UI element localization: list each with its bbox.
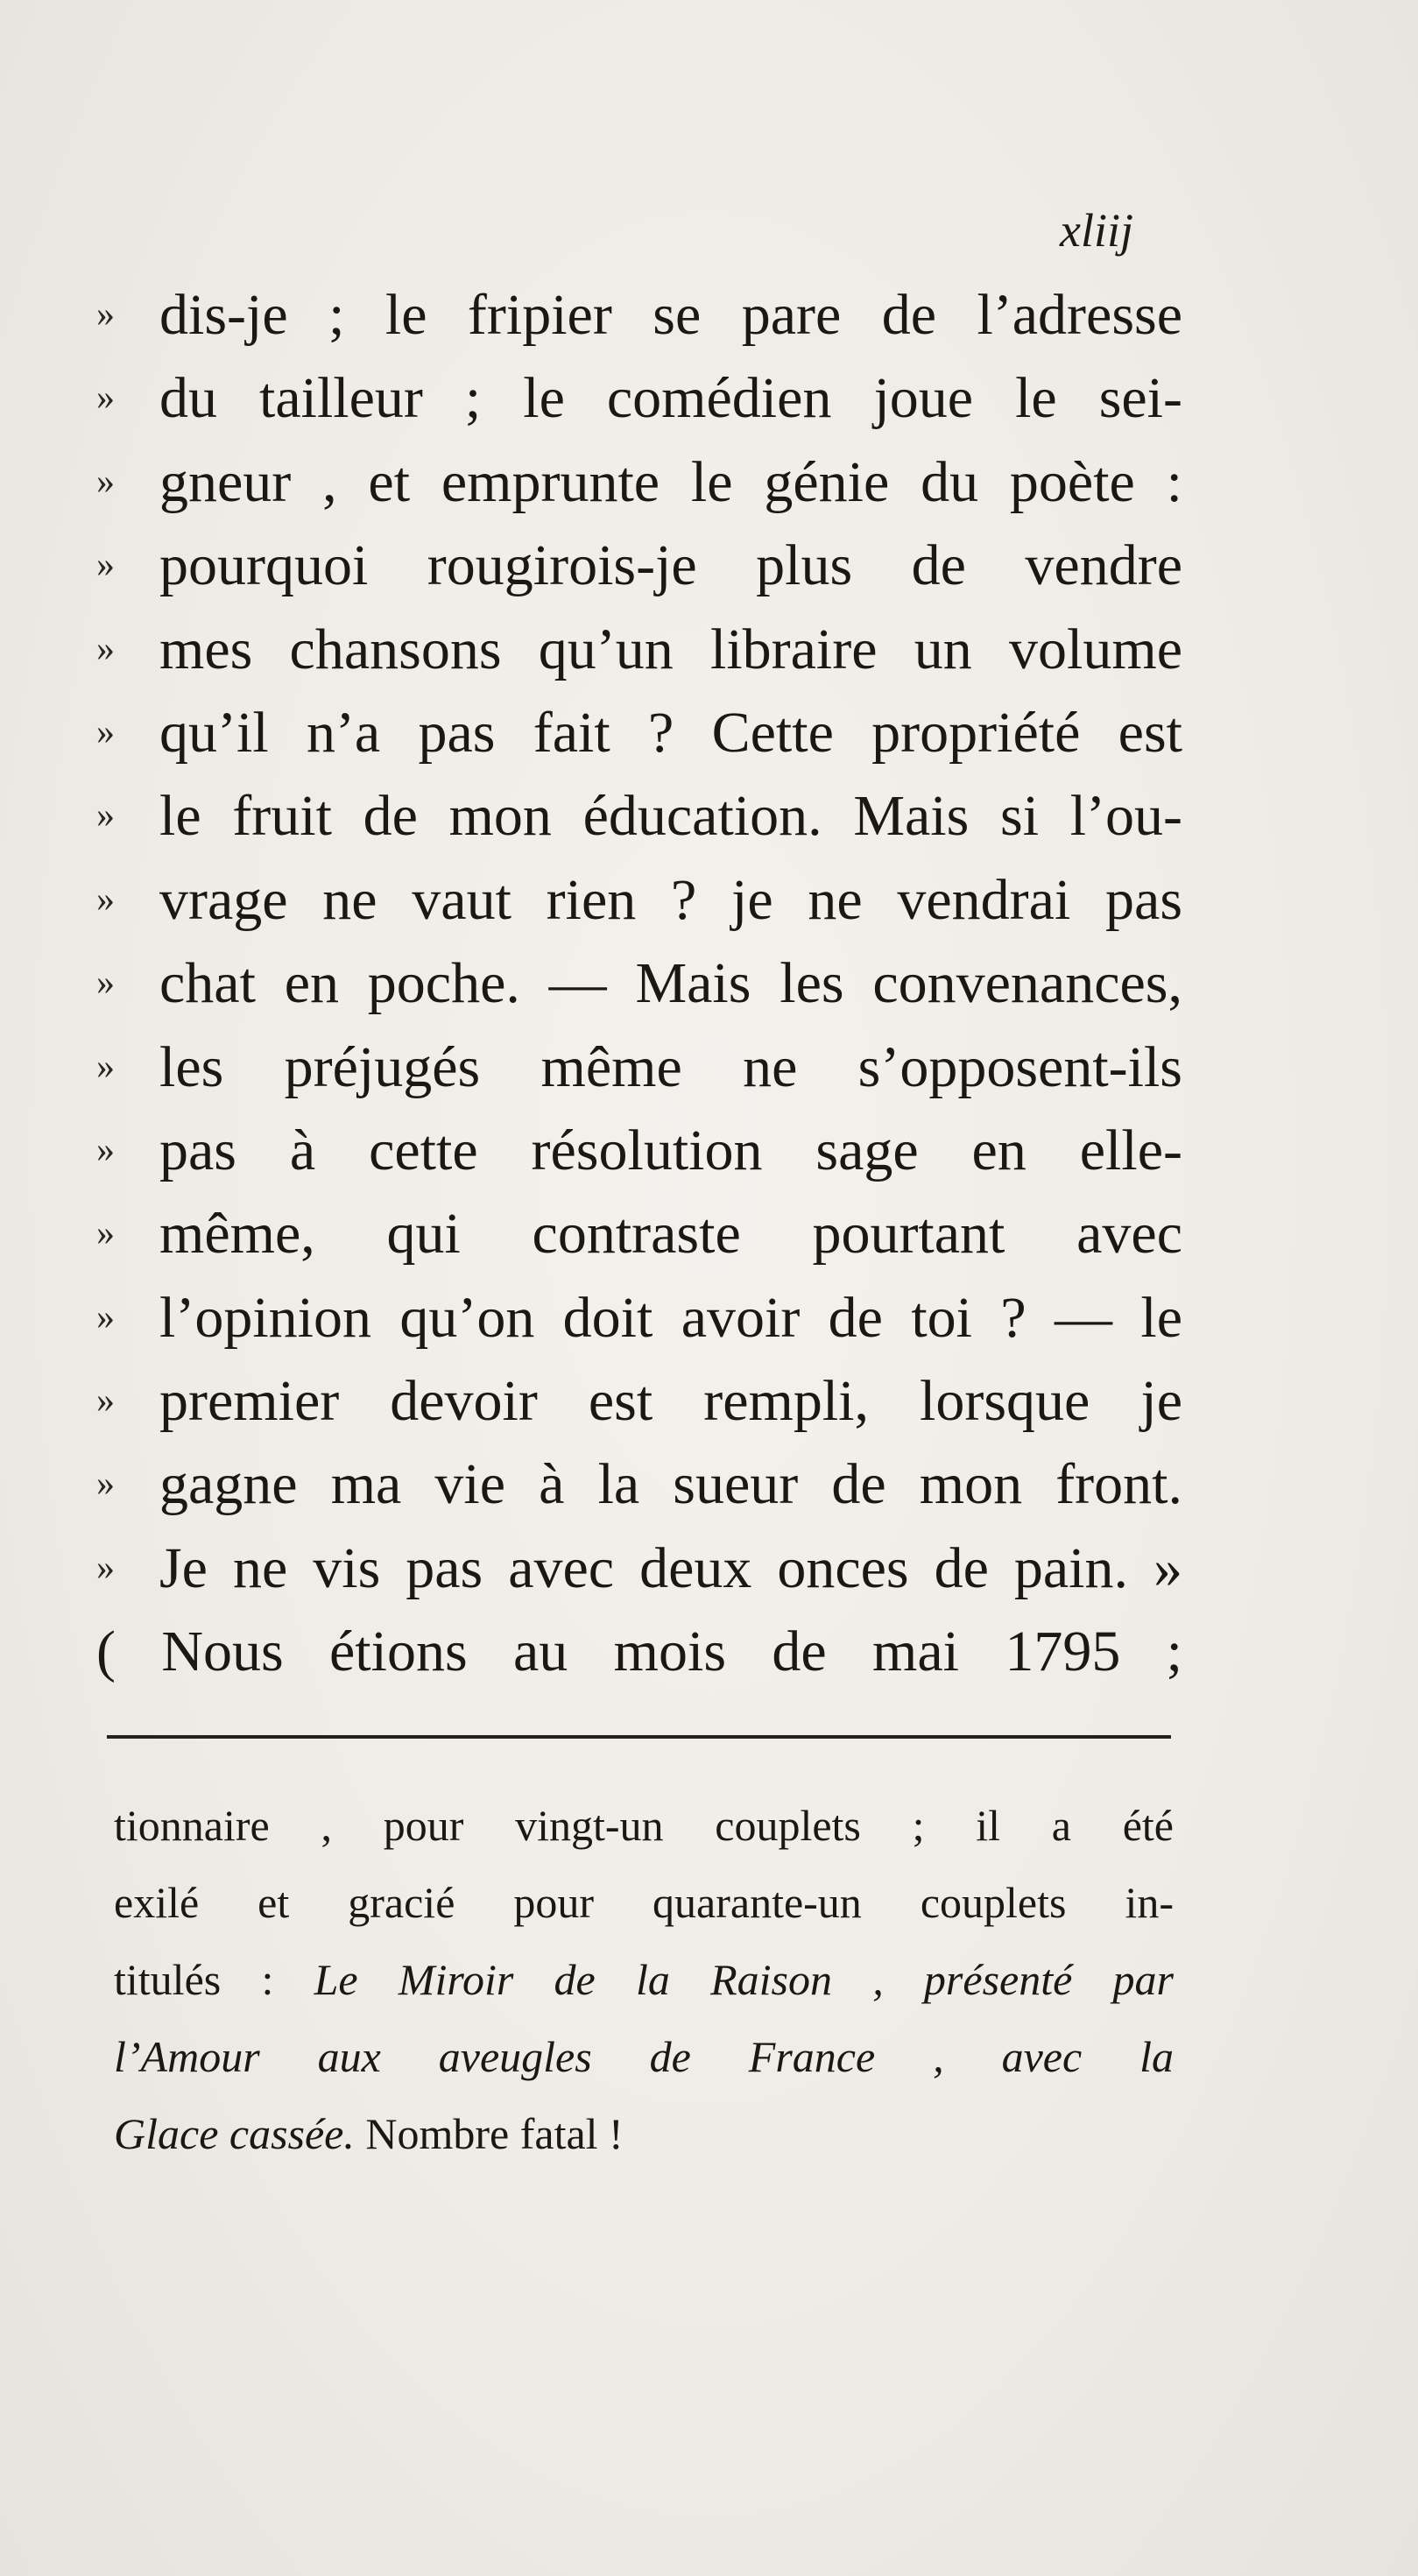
quote-mark: » (96, 1547, 115, 1588)
line-text: gneur , et emprunte le génie du poète : (159, 449, 1182, 514)
footnote-line (114, 2095, 1174, 2172)
footnote-text: Nombre fatal ! (354, 2109, 624, 2158)
footnote-title-italic: Le Miroir de la Raison , présenté par (314, 1955, 1175, 2004)
line-text: du tailleur ; le comédien joue le sei- (159, 366, 1182, 431)
line-text: qu’il n’a pas fait ? Cette propriété est (159, 700, 1182, 765)
quote-mark: » (96, 378, 115, 419)
footnote-text: titulés : (114, 1955, 314, 2004)
quote-mark: » (96, 461, 115, 502)
line-text: même, qui contraste pourtant avec (159, 1202, 1182, 1267)
line-text: vrage ne vaut rien ? je ne vendrai pas (159, 867, 1182, 932)
footnote (114, 1787, 1174, 2172)
quote-mark: » (96, 1046, 115, 1087)
text-line (96, 774, 1182, 857)
text-line (96, 858, 1182, 942)
quote-mark: » (96, 795, 115, 836)
line-text: pourquoi rougirois-je plus de vendre (159, 533, 1182, 598)
main-text (96, 273, 1182, 1694)
quote-mark: » (96, 1213, 115, 1254)
text-line (96, 273, 1182, 356)
footnote-line (114, 1941, 1174, 2018)
footnote-line: tionnaire , pour vingt-un couplets ; il a été (114, 1801, 1174, 1850)
line-text: ( Nous étions au mois de mai 1795 ; (96, 1620, 1182, 1684)
text-line (96, 1026, 1182, 1109)
text-line (96, 608, 1182, 691)
text-line (96, 691, 1182, 774)
text-line (96, 1109, 1182, 1192)
line-text: Je ne vis pas avec deux onces de pain. » (159, 1535, 1182, 1600)
footnote-title-italic: Glace cassée. (114, 2109, 355, 2158)
quote-mark: » (96, 1129, 115, 1170)
footnote-line: l’Amour aux aveugles de France , avec la (114, 2032, 1174, 2081)
page-number: xliij (1060, 204, 1133, 257)
footnote-line: exilé et gracié pour quarante-un couplets in- (114, 1878, 1174, 1927)
text-line (96, 1610, 1182, 1693)
quote-mark: » (96, 1296, 115, 1337)
text-line (96, 441, 1182, 524)
footnote-rule (107, 1735, 1171, 1739)
line-text: gagne ma vie à la sueur de mon front. (159, 1452, 1182, 1517)
quote-mark: » (96, 879, 115, 920)
text-line (96, 1443, 1182, 1526)
line-text: premier devoir est rempli, lorsque je (159, 1369, 1182, 1434)
quote-mark: » (96, 711, 115, 752)
text-line (96, 1276, 1182, 1359)
quote-mark: » (96, 963, 115, 1004)
line-text: dis-je ; le fripier se pare de l’adresse (159, 283, 1182, 347)
quote-mark: » (96, 1464, 115, 1505)
quote-mark: » (96, 545, 115, 586)
quote-mark: » (96, 628, 115, 669)
line-text: l’opinion qu’on doit avoir de toi ? — le (159, 1285, 1182, 1350)
line-text: chat en poche. — Mais les convenances, (159, 951, 1182, 1016)
text-line (96, 356, 1182, 440)
line-text: mes chansons qu’un libraire un volume (159, 617, 1182, 681)
line-text: les préjugés même ne s’opposent-ils (159, 1034, 1182, 1099)
text-line (96, 1359, 1182, 1443)
quote-mark: » (96, 1380, 115, 1422)
text-line (96, 1527, 1182, 1610)
line-text: le fruit de mon éducation. Mais si l’ou- (159, 784, 1182, 849)
text-line (96, 524, 1182, 607)
text-line (96, 942, 1182, 1025)
text-line (96, 1192, 1182, 1275)
quote-mark: » (96, 294, 115, 335)
line-text: pas à cette résolution sage en elle- (159, 1118, 1182, 1182)
